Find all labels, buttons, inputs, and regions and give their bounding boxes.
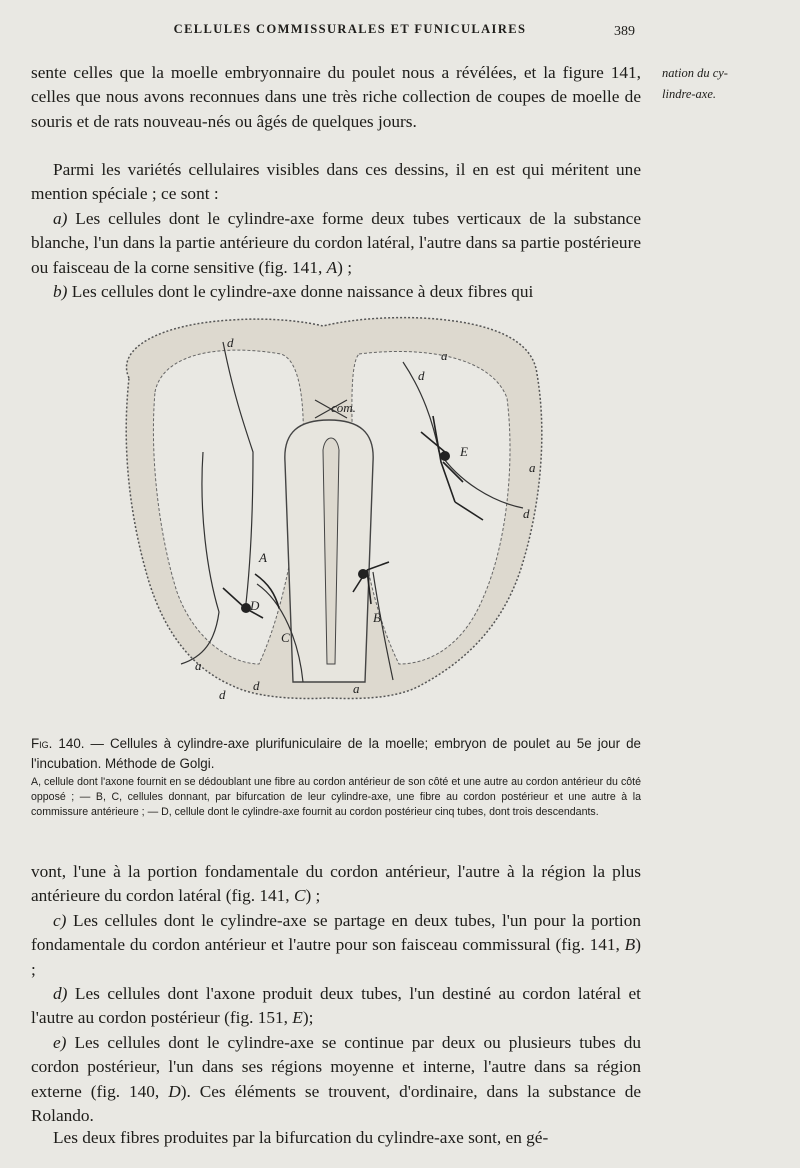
item-marker: c) — [53, 911, 67, 930]
figure-label: d — [219, 687, 226, 702]
item-text: Les cellules dont le cylindre-axe donne naissance à deux fibres qui — [67, 282, 534, 301]
figure-label: C — [281, 630, 290, 645]
para-tail: ) ; — [305, 886, 321, 906]
item-text: Les cellules dont le cylindre-axe forme deux tubes verticaux de la substance blanche, l'un dans la partie antérieure du cordon latéral, l'autre dans sa partie postérieure ou faisceau de la corne sensitive (fig. 141, — [31, 209, 641, 277]
figure-label: a — [529, 460, 536, 475]
item-marker: d) — [53, 984, 68, 1003]
page-number: 389 — [614, 24, 635, 39]
figure-label: d — [418, 368, 425, 383]
item-text: Les cellules dont le cylindre-axe se partage en deux tubes, l'un pour la portion fondamentale du cordon antérieur et l'autre pour son faisceau commissural (fig. 141, — [31, 911, 641, 955]
figure-reference: E — [292, 1008, 303, 1028]
paragraph-final: Les deux fibres produites par la bifurcation du cylindre-axe sont, en gé- — [53, 1128, 549, 1147]
figure-label: A — [259, 550, 267, 565]
margin-note-line: nation du cy- — [662, 66, 728, 80]
spinal-cord-figure — [103, 312, 551, 710]
figure-label: E — [460, 444, 468, 459]
item-marker: b) — [53, 282, 68, 301]
item-tail: ) ; — [31, 935, 641, 979]
paragraph-intro: sente celles que la moelle embryonnaire du poulet nous a révélées, et la figure 141, celles que nous avons reconnues dans une très riche collection de coupes de moelle de souris et de rats nouveau-nés ou âgés de quelques jours. — [31, 63, 641, 131]
figure-label: a — [353, 681, 360, 696]
figure-label: com. — [331, 400, 356, 415]
item-text: Les cellules dont le cylindre-axe se continue par deux ou plusieurs tubes du cordon postérieur, l'un dans ses régions moyenne et interne, l'autre dans sa région externe (fig. 140, — [31, 1033, 641, 1101]
margin-note — [662, 63, 772, 105]
caption-title-text: — Cellules à cylindre-axe plurifuniculaire de la moelle; embryon de poulet au 5e jour de l'incubation. Méthode de Golgi. — [31, 736, 641, 771]
paragraph-item-a — [31, 207, 641, 280]
item-marker: a) — [53, 209, 68, 228]
figure-reference: D — [168, 1081, 181, 1101]
paragraph-varieties: Parmi les variétés cellulaires visibles dans ces dessins, il en est qui méritent une mention spéciale ; ce sont : — [31, 160, 641, 204]
item-marker: e) — [53, 1033, 67, 1052]
figure-reference: A — [326, 257, 338, 277]
figure-label: d — [523, 506, 530, 521]
paragraph-item-e — [31, 1031, 641, 1129]
item-text: Les cellules dont l'axone produit deux tubes, l'un destiné au cordon latéral et l'autre au cordon postérieur (fig. 151, — [31, 984, 641, 1028]
figure-reference: B — [624, 935, 636, 955]
paragraph-continuation — [31, 860, 641, 909]
margin-note-line: lindre-axe. — [662, 87, 717, 101]
figure-number: Fig. 140. — [31, 736, 85, 751]
figure-label: a — [441, 348, 448, 363]
figure-caption-title — [31, 734, 641, 774]
figure-label: a — [195, 658, 202, 673]
item-tail: ) ; — [337, 257, 353, 277]
figure-caption-body: A, cellule dont l'axone fournit en se dédoublant une fibre au cordon antérieur de son côté et une autre au cordon antérieur du côté opposé ; — B, C, cellules donnant, par bifurcation de leur cylindre-axe, une fibre au cordon postérieur et une autre à la commissure antérieure ; — D, cellule dont le cylindre-axe fournit au cordon postérieur cinq tubes, dont trois descendants. — [31, 776, 641, 818]
figure-label: d — [227, 335, 234, 350]
figure-label: D — [250, 598, 260, 613]
figure-reference: C — [293, 886, 306, 906]
item-tail: ). Ces éléments se trouvent, d'ordinaire, dans la substance de Rolando. — [31, 1081, 641, 1126]
paragraph-item-c — [31, 909, 641, 982]
item-tail: ); — [302, 1008, 314, 1028]
running-head: CELLULES COMMISSURALES ET FUNICULAIRES — [173, 22, 527, 36]
paragraph-item-b — [31, 280, 641, 304]
neuron-E — [440, 451, 450, 461]
figure-label: B — [373, 610, 381, 625]
neuron-B — [358, 569, 368, 579]
para-text: vont, l'une à la portion fondamentale du cordon antérieur, l'autre à la région la plus antérieure du cordon latéral (fig. 141, — [31, 862, 641, 906]
paragraph-item-d — [31, 982, 641, 1031]
figure-label: d — [253, 678, 260, 693]
